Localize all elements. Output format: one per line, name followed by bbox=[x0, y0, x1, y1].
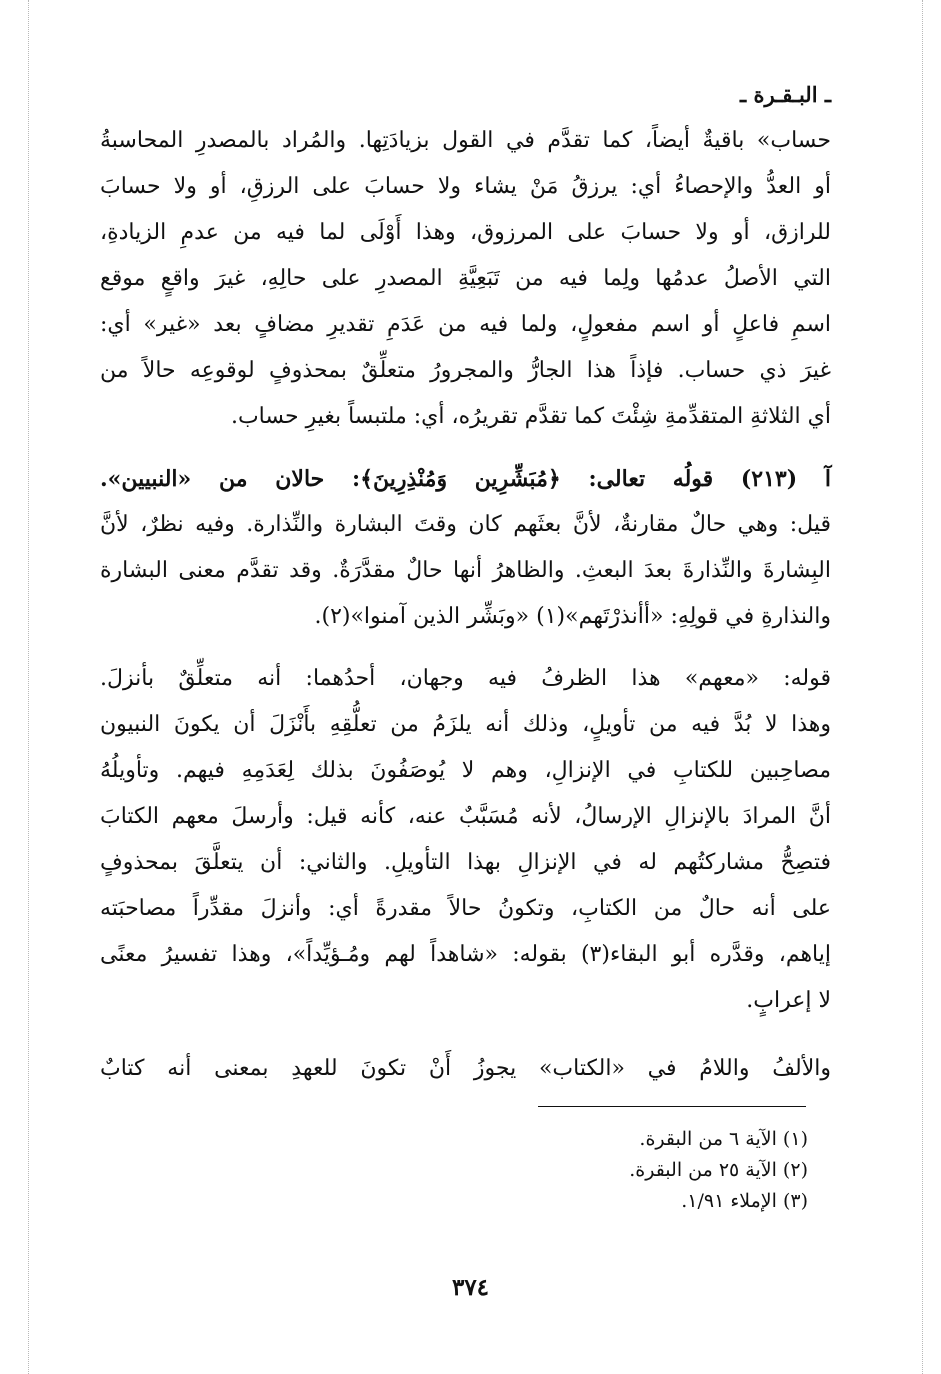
page-number: ٣٧٤ bbox=[451, 1274, 490, 1301]
text-line: حساب» باقيةٌ أيضاً، كما تقدَّم في القول بزيادَتِها. والمُراد بالمصدرِ المحاسبةُ bbox=[100, 128, 831, 153]
text-line: التي الأصلُ عدمُها ولِما فيه من تَبَعِيَّةِ المصدرِ على حالِهِ، غيرَ واقعٍ موقع bbox=[100, 266, 831, 291]
paragraph-1 bbox=[100, 118, 831, 440]
text-line: اسمِ فاعلٍ أو اسم مفعولٍ، ولما فيه من عَدَمِ تقديرِ مضافٍ بعد «غير» أي: bbox=[100, 312, 831, 337]
text-line: للرازق، أو ولا حسابَ على المرزوق، وهذا أَوْلَى لما فيه من عدمِ الزيادةِ، bbox=[100, 220, 831, 245]
text-line: أنَّ المرادَ بالإنزالِ الإرسالُ، لأنه مُسَبَّبٌ عنه، كأنه قيل: وأرسلَ معهم الكتابَ bbox=[100, 804, 831, 829]
text-line: قوله: «معهم» هذا الظرفُ فيه وجهان، أحدُهما: أنه متعلِّقٌ بأنزلَ. bbox=[100, 666, 831, 691]
footnote-separator bbox=[538, 1106, 806, 1107]
text-line: إياهم، وقدَّره أبو البقاء(٣) بقوله: «شاهداً لهم ومُـؤيِّداً»، وهذا تفسيرُ معنًى bbox=[100, 942, 831, 967]
scan-edge-left bbox=[28, 0, 29, 1374]
paragraph-3 bbox=[100, 656, 831, 1024]
text-line: أو العدُّ والإحصاءُ أي: يرزقُ مَنْ يشاء ولا حسابَ على الرزقِ، أو ولا حسابَ bbox=[100, 174, 831, 199]
text-line: أي الثلاثةِ المتقدِّمةِ شِئْتَ كما تقدَّم تقريرُه، أي: ملتبساً بغيرِ حساب. bbox=[230, 404, 831, 429]
text-line: على أنه حالٌ من الكتابِ، وتكونُ حالاً مقدرةً أي: وأنزلَ مقدِّراً مصاحبَته bbox=[100, 896, 831, 921]
text-line: البِشارةَ والنِّذارةَ بعدَ البعثِ. والظاهرُ أنها حالٌ مقدَّرَةٌ. وقد تقدَّم معنى البشارة bbox=[100, 558, 831, 583]
footnote: (٣) الإملاء ١/٩١. bbox=[681, 1190, 808, 1212]
text-line: غيرَ ذي حساب. فإذاً هذا الجارُّ والمجرورُ متعلِّقٌ بمحذوفٍ لوقوعِه حالاً من bbox=[100, 358, 831, 383]
verse-heading-line: آ (٢١٣) قولُه تعالى: ﴿مُبَشِّرِين وَمُنْذِرِينَ﴾: حالان من «النبيين». bbox=[100, 466, 831, 492]
text-line: فتصِحُّ مشاركتُهم له في الإنزالِ بهذا التأويلِ. والثاني: أن يتعلَّقَ بمحذوفٍ bbox=[100, 850, 831, 875]
scan-edge-right bbox=[922, 0, 923, 1374]
text-line: والنذارةِ في قولِهِ: «أأنذرْتَهم»(١) «وبَشِّر الذين آمنوا»(٢). bbox=[314, 604, 831, 629]
footnote: (٢) الآية ٢٥ من البقرة. bbox=[629, 1159, 808, 1181]
paragraph-4 bbox=[100, 1046, 831, 1092]
text-line: وهذا لا بُدَّ فيه من تأويلٍ، وذلك أنه يلزَمُ من تعلُّقِهِ بأَنْزَلَ أن يكونَ النبيون bbox=[100, 712, 831, 737]
text-line: لا إعرابٍ. bbox=[746, 988, 831, 1013]
text-line: والألفُ واللامُ في «الكتاب» يجوزُ أَنْ تكونَ للعهدِ بمعنى أنه كتابٌ bbox=[100, 1056, 831, 1081]
text-line: مصاحِبين للكتابِ في الإنزالِ، وهم لا يُوصَفُونَ بذلك لِعَدَمِهِ فيهم. وتأويلُهُ bbox=[100, 758, 831, 783]
text-line: قيل: وهي حالٌ مقارنةٌ، لأنَّ بعثَهم كان وقتَ البشارة والنِّذارة. وفيه نظرٌ، لأنَّ bbox=[100, 512, 831, 537]
paragraph-2 bbox=[100, 456, 831, 640]
footnotes bbox=[629, 1124, 808, 1217]
footnote: (١) الآية ٦ من البقرة. bbox=[639, 1128, 808, 1150]
running-header: ـ البـقـرة ـ bbox=[739, 82, 831, 107]
